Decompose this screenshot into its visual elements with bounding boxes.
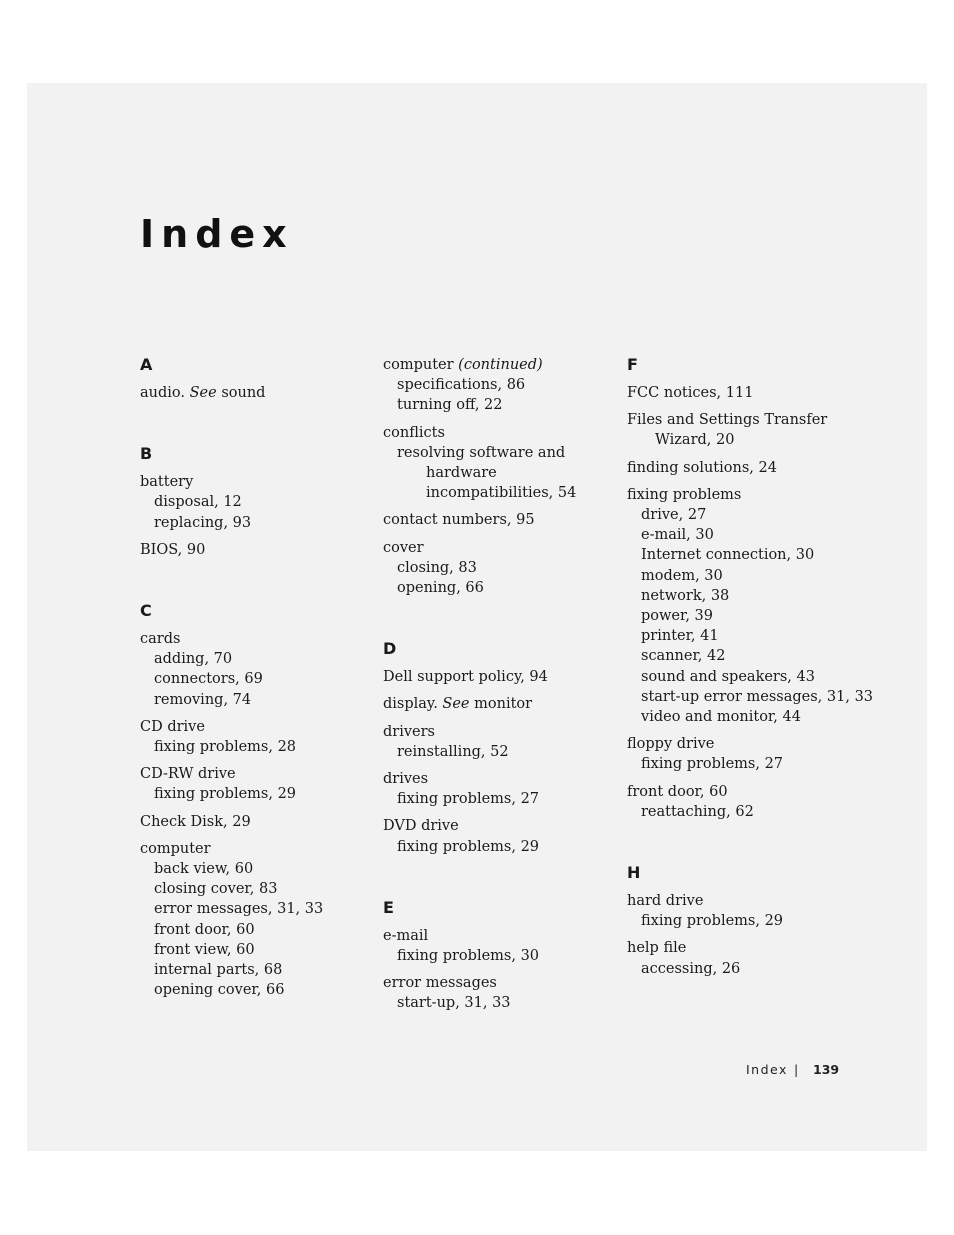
section-letter-e: E: [383, 897, 394, 917]
index-entry-bios: BIOS, 90: [140, 541, 206, 558]
index-entry-conflicts: conflicts resolving software and hardware incompatibilities, 54: [383, 424, 577, 502]
index-column-3: [627, 355, 874, 986]
index-entry-dell-support: Dell support policy, 94: [383, 669, 548, 686]
page-number: 139: [813, 1062, 840, 1077]
index-entry-drives: drives fixing problems, 27: [383, 771, 540, 808]
index-entry-cards: cards adding, 70 connectors, 69 removing, 74: [140, 631, 263, 708]
footer-section-label: Index: [746, 1062, 788, 1077]
section-letter-c: C: [140, 601, 152, 621]
index-entry-front-door: front door, 60 reattaching, 62: [627, 783, 754, 820]
index-column-2: [383, 355, 618, 1021]
index-entry-cd-rw-drive: CD-RW drive fixing problems, 29: [140, 766, 297, 803]
index-entry-error-messages: error messages start-up, 31, 33: [383, 975, 511, 1012]
index-column-1: [140, 355, 375, 1007]
index-entry-drivers: drivers reinstalling, 52: [383, 723, 509, 760]
index-entry-fcc-notices: FCC notices, 111: [627, 385, 754, 401]
section-letter-b: B: [140, 444, 153, 464]
index-entry-fixing-problems: fixing problems drive, 27 e-mail, 30 Internet connection, 30 modem, 30 network, 38 power, 39 printer, 41 scanner, 42 sound and speakers, 43 start-up error messages, 31, 33 video and monitor, 44: [627, 486, 874, 726]
index-entry-floppy-drive: floppy drive fixing problems, 27: [627, 736, 784, 773]
index-entry-computer: computer back view, 60 closing cover, 83 error messages, 31, 33 front door, 60 front view, 60 internal parts, 68 opening cover, 66: [140, 840, 324, 999]
index-entry-help-file: help file accessing, 26: [627, 940, 741, 977]
footer-separator: |: [794, 1062, 799, 1077]
index-entry-files-settings-transfer: Files and Settings Transfer Wizard, 20: [627, 412, 828, 449]
index-entry-hard-drive: hard drive fixing problems, 29: [627, 893, 784, 930]
index-entry-cover: cover closing, 83 opening, 66: [383, 539, 484, 597]
section-letter-d: D: [383, 639, 397, 659]
index-entry-finding-solutions: finding solutions, 24: [627, 459, 777, 476]
index-entry-display: display. See monitor: [383, 696, 533, 713]
index-entry-check-disk: Check Disk, 29: [140, 813, 251, 830]
index-entry-battery: battery disposal, 12 replacing, 93: [140, 474, 252, 531]
index-entry-audio: audio. See sound: [140, 385, 266, 401]
index-entry-dvd-drive: DVD drive fixing problems, 29: [383, 818, 540, 855]
section-letter-f: F: [627, 355, 638, 374]
index-entry-cd-drive: CD drive fixing problems, 28: [140, 718, 297, 756]
section-letter-h: H: [627, 863, 641, 883]
index-entry-computer-continued: computer (continued) specifications, 86 turning off, 22: [383, 357, 543, 414]
page-title: Index: [140, 212, 294, 256]
index-entry-e-mail: e-mail fixing problems, 30: [383, 927, 540, 965]
index-entry-contact-numbers: contact numbers, 95: [383, 512, 535, 529]
section-letter-a: A: [140, 355, 153, 374]
